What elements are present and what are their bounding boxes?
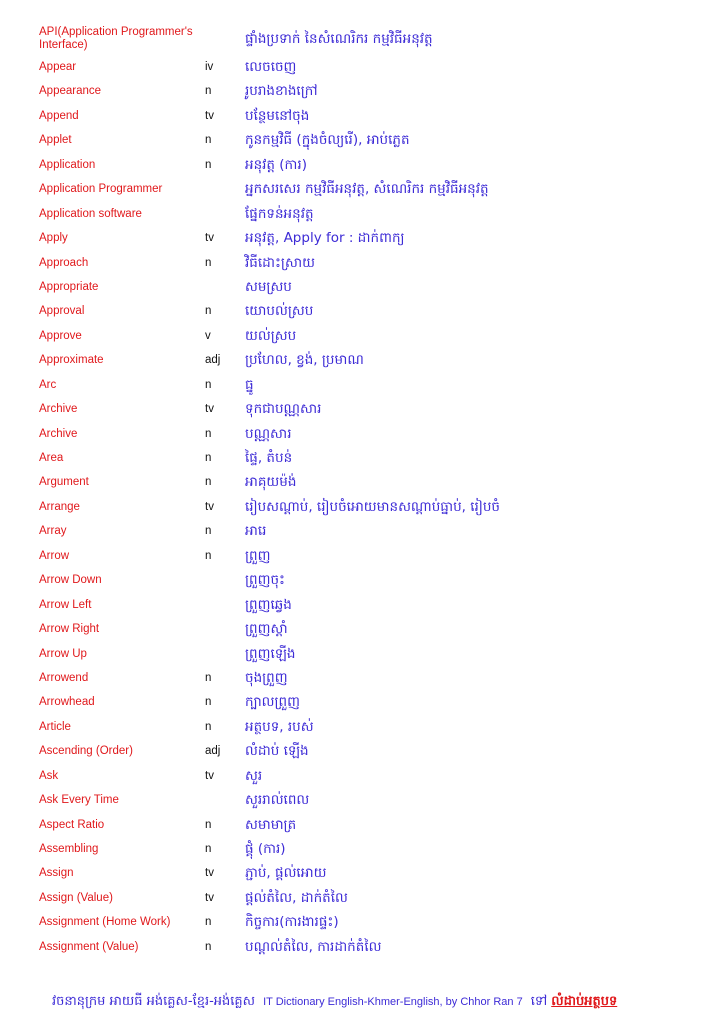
entry-row (39, 814, 719, 838)
entry-row (39, 471, 719, 495)
entry-part-of-speech: n (205, 549, 212, 562)
entry-part-of-speech: n (205, 452, 212, 464)
entry-definition: បន្ថែមនៅចុង (245, 107, 310, 124)
entry-term: Application software (39, 207, 142, 220)
entry-definition: កូនកម្មវិធី (ក្នុងចំល្យរើ), អាប់ភ្លេត (245, 132, 410, 149)
entry-term: Application Programmer (39, 183, 163, 196)
footer-goto-label: ទៅ (530, 994, 548, 1009)
entry-row (39, 716, 719, 740)
entry-row (39, 276, 719, 300)
entry-term: Assembling (39, 843, 99, 855)
entry-definition: ភ្ជាប់, ផ្តល់អោយ (245, 865, 327, 882)
entry-part-of-speech: iv (205, 61, 214, 73)
entry-term: Approval (39, 305, 85, 318)
entry-term: Archive (39, 427, 78, 440)
entry-part-of-speech: n (205, 134, 212, 147)
entry-row (39, 789, 719, 813)
entry-definition: ផ្ទាំងប្រទាក់ នៃសំណេរិករ កម្មវិធីអនុវត្ត (245, 31, 433, 47)
entry-term: Append (39, 109, 79, 122)
entry-definition: អាគុយម៉ង់ (245, 474, 297, 491)
footer-khmer-title: វចនានុក្រម អាយធី អង់គ្លេស-ខ្មែរ-អង់គ្លេស (52, 994, 256, 1009)
entry-term: Assign (39, 867, 74, 880)
entry-definition: ក្បាលព្រួញ (245, 694, 300, 711)
entry-definition: ផ្ទៃ, តំបន់ (245, 450, 293, 466)
entry-term: Arrow Left (39, 598, 92, 611)
entry-row (39, 227, 719, 251)
table-of-contents-link[interactable]: លំដាប់អត្ថបទ (551, 994, 618, 1009)
entry-row (39, 911, 719, 935)
entry-term: Archive (39, 403, 78, 416)
entry-definition: អនុវត្ត (ការ) (245, 156, 307, 173)
entry-part-of-speech: v (205, 329, 211, 342)
entry-definition: សមាមាត្រ (245, 816, 297, 833)
entry-part-of-speech: tv (205, 769, 214, 782)
entry-definition: ធ្នូ (245, 376, 254, 393)
entry-part-of-speech: n (205, 427, 212, 440)
entry-term: Arc (39, 378, 57, 391)
entry-term: Appear (39, 61, 77, 73)
entry-part-of-speech: n (205, 818, 212, 831)
entry-term: Apply (39, 232, 68, 245)
entry-definition: ទុកជាបណ្ណសារ (245, 401, 322, 418)
entry-term: Approve (39, 329, 82, 342)
entry-definition: ផ្នែកទន់អនុវត្ត (245, 205, 314, 222)
entry-part-of-speech: n (205, 916, 212, 929)
entry-definition: សួររាល់ពេល (245, 792, 310, 809)
entry-term: Aspect Ratio (39, 818, 105, 831)
entry-part-of-speech: n (205, 476, 212, 489)
entry-definition: ផ្តល់តំលៃ, ដាក់តំលៃ (245, 889, 348, 906)
entry-term: Article (39, 720, 71, 733)
entry-row (39, 838, 719, 862)
entry-row (39, 618, 719, 642)
entry-term: Arrow Right (39, 623, 100, 636)
entry-term: Arrowend (39, 671, 89, 684)
entry-row (39, 740, 719, 764)
entry-definition: អារេ (245, 523, 267, 540)
entry-row (39, 545, 719, 569)
entry-row (39, 423, 719, 447)
entry-row (39, 374, 719, 398)
entry-term: Arrow Down (39, 574, 102, 587)
entry-definition: បណ្តល់តំលៃ, ការដាក់តំលៃ (245, 938, 382, 955)
entry-term: Assignment (Home Work) (39, 916, 171, 929)
entry-term: Area (39, 452, 64, 464)
footer-english-title: IT Dictionary English-Khmer-English, by Chhor Ran 7 (263, 996, 523, 1008)
entry-row (39, 765, 719, 789)
entry-definition: លំដាប់ ឡើង (245, 743, 309, 760)
entry-definition: វិធីដោះស្រាយ (245, 254, 315, 271)
entry-definition: រូបរាងខាងក្រៅ (245, 83, 318, 100)
entry-part-of-speech: n (205, 85, 212, 98)
entry-definition: ព្រួញឡើង (245, 645, 296, 662)
entry-definition: បណ្ណសារ (245, 425, 292, 442)
entry-part-of-speech: n (205, 256, 212, 269)
entry-term: Appropriate (39, 280, 99, 293)
entry-row (39, 569, 719, 593)
entry-part-of-speech: adj (205, 745, 221, 758)
entry-term: Approximate (39, 354, 104, 367)
entry-definition: រៀបសណ្តាប់, រៀបចំអោយមានសណ្តាប់ធ្នាប់, រៀបចំ (245, 498, 500, 515)
entry-term: Applet (39, 134, 72, 147)
entry-part-of-speech: n (205, 696, 212, 709)
entry-row (39, 398, 719, 422)
entry-row (39, 252, 719, 276)
entry-part-of-speech: n (205, 720, 212, 733)
entry-list (39, 26, 719, 960)
entry-part-of-speech: tv (205, 232, 214, 245)
entry-term: Array (39, 525, 67, 538)
entry-row (39, 691, 719, 715)
entry-term: Argument (39, 476, 89, 489)
entry-definition: អត្ថបទ, របស់ (245, 718, 314, 735)
page-footer (52, 990, 722, 1012)
entry-definition: កិច្ចការ(ការងារផ្ទះ) (245, 914, 339, 931)
entry-term: Assignment (Value) (39, 940, 139, 953)
entry-term: Approach (39, 256, 89, 269)
entry-row (39, 178, 719, 202)
entry-row (39, 594, 719, 618)
entry-term: Ask (39, 769, 59, 782)
entry-row (39, 300, 719, 324)
entry-definition: ព្រួញស្តាំ (245, 621, 288, 638)
entry-row (39, 105, 719, 129)
entry-row (39, 862, 719, 886)
entry-row (39, 80, 719, 104)
entry-row (39, 56, 719, 80)
entry-part-of-speech: n (205, 940, 212, 953)
entry-row (39, 447, 719, 471)
entry-definition: អនុវត្ត, Apply for : ដាក់ពាក្យ (245, 230, 405, 247)
entry-row (39, 349, 719, 373)
entry-term: Appearance (39, 85, 102, 98)
entry-part-of-speech: n (205, 843, 212, 855)
entry-definition: ព្រួញ (245, 547, 271, 564)
entry-term: Ask Every Time (39, 794, 119, 807)
entry-term: API(Application Programmer's Interface) (39, 26, 193, 51)
entry-part-of-speech: adj (205, 354, 221, 367)
entry-definition: យោបល់ស្រប (245, 303, 314, 320)
entry-definition: សួរ (245, 767, 263, 784)
entry-part-of-speech: tv (205, 891, 214, 904)
entry-definition: ចុងព្រួញ (245, 669, 288, 686)
entry-row (39, 496, 719, 520)
entry-row (39, 203, 719, 227)
entry-row (39, 129, 719, 153)
entry-term: Assign (Value) (39, 891, 113, 904)
entry-definition: លេចចេញ (245, 59, 297, 75)
entry-part-of-speech: tv (205, 403, 214, 416)
entry-definition: ព្រួញឆ្វេង (245, 596, 292, 613)
entry-part-of-speech: n (205, 378, 212, 391)
entry-row (39, 887, 719, 911)
entry-term: Application (39, 158, 96, 171)
entry-term: Arrowhead (39, 696, 95, 709)
entry-term: Arrange (39, 500, 80, 513)
entry-definition: ផ្គុំ (ការ) (245, 841, 286, 857)
entry-term: Arrow Up (39, 647, 87, 660)
entry-row (39, 154, 719, 178)
entry-row (39, 936, 719, 960)
entry-definition: យល់ស្រប (245, 327, 297, 344)
entry-definition: ព្រួញចុះ (245, 572, 285, 589)
entry-term: Arrow (39, 549, 70, 562)
entry-part-of-speech: tv (205, 109, 214, 122)
entry-row (39, 325, 719, 349)
entry-part-of-speech: tv (205, 500, 214, 513)
entry-part-of-speech: tv (205, 867, 214, 880)
entry-part-of-speech: n (205, 158, 212, 171)
entry-term: Ascending (Order) (39, 745, 133, 758)
entry-row (39, 520, 719, 544)
entry-definition: អ្នកសរសេរ កម្មវិធីអនុវត្ត, សំណេរិករ កម្មវិធីអនុវត្ត (245, 181, 489, 198)
entry-row (39, 26, 719, 56)
entry-part-of-speech: n (205, 305, 212, 318)
entry-part-of-speech: n (205, 525, 212, 538)
entry-definition: ប្រហែល, ខ្វង់, ប្រមាណ (245, 352, 364, 369)
entry-definition: សមស្រប (245, 278, 292, 295)
entry-row (39, 667, 719, 691)
entry-row (39, 643, 719, 667)
entry-part-of-speech: n (205, 671, 212, 684)
